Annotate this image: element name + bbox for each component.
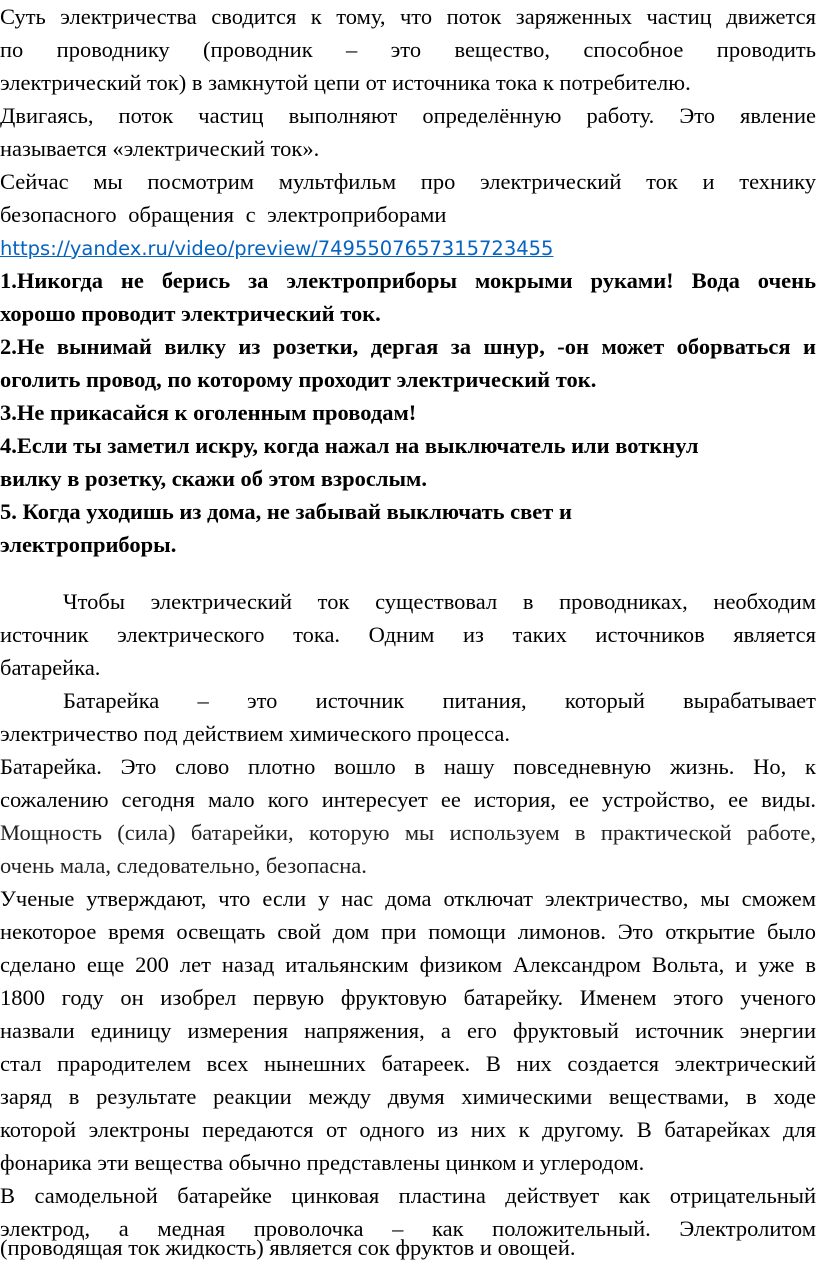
paragraph-line: Суть электричества сводится к тому, что поток заряженных частиц движется — [0, 4, 816, 29]
paragraph-line: заряд в результате реакции между двумя химическими веществами, в ходе — [0, 1084, 816, 1109]
safety-rule-line: электроприборы. — [0, 532, 177, 557]
paragraph-line: сделано еще 200 лет назад итальянским физиком Александром Вольта, и уже в — [0, 952, 816, 977]
safety-rule-line: 5. Когда уходишь из дома, не забывай выключать свет и — [0, 499, 572, 524]
paragraph-line: Чтобы электрический ток существовал в проводниках, необходим — [63, 589, 816, 614]
paragraph-line: электрический ток) в замкнутой цепи от источника тока к потребителю. — [0, 70, 691, 95]
paragraph-line: Двигаясь, поток частиц выполняют определённую работу. Это явление — [0, 103, 816, 128]
paragraph-line: Сейчас мы посмотрим мультфильм про электрический ток и технику — [0, 169, 816, 194]
paragraph-line: сожалению сегодня мало кого интересует ее история, ее устройство, ее виды. — [0, 787, 816, 812]
safety-rule-line: 4.Если ты заметил искру, когда нажал на выключатель или воткнул — [0, 433, 699, 458]
paragraph-line: по проводнику (проводник – это вещество, способное проводить — [0, 37, 816, 62]
paragraph-line: электрод, а медная проволочка – как положительный. Электролитом — [0, 1216, 816, 1241]
paragraph-line: назвали единицу измерения напряжения, а его фруктовый источник энергии — [0, 1018, 816, 1043]
safety-rule-line: 1.Никогда не берись за электроприборы мокрыми руками! Вода очень — [0, 268, 816, 293]
safety-rule-line: вилку в розетку, скажи об этом взрослым. — [0, 466, 427, 491]
paragraph-line: называется «электрический ток». — [0, 136, 320, 161]
safety-rule-line: 3.Не прикасайся к оголенным проводам! — [0, 400, 417, 425]
safety-rule-line: оголить провод, по которому проходит электрический ток. — [0, 367, 597, 392]
paragraph-line: батарейка. — [0, 655, 101, 680]
paragraph-line: Ученые утверждают, что если у нас дома отключат электричество, мы сможем — [0, 886, 816, 911]
paragraph-line: некоторое время освещать свой дом при помощи лимонов. Это открытие было — [0, 919, 816, 944]
paragraph-line: (проводящая ток жидкость) является сок фруктов и овощей. — [0, 1235, 576, 1260]
paragraph-line: В самодельной батарейке цинковая пластина действует как отрицательный — [0, 1183, 816, 1208]
paragraph-line: стал прародителем всех нынешних батареек. В них создается электрический — [0, 1051, 816, 1076]
paragraph-line: очень мала, следовательно, безопасна. — [0, 853, 367, 878]
video-link-line — [0, 231, 816, 264]
paragraph-line: Батарейка – это источник питания, который вырабатывает — [63, 688, 816, 713]
paragraph-line: Батарейка. Это слово плотно вошло в нашу повседневную жизнь. Но, к — [0, 754, 816, 779]
paragraph-line: источник электрического тока. Одним из таких источников является — [0, 622, 816, 647]
paragraph-line: Мощность (сила) батарейки, которую мы используем в практической работе, — [0, 820, 816, 845]
paragraph-line: 1800 году он изобрел первую фруктовую батарейку. Именем этого ученого — [0, 985, 816, 1010]
paragraph-line: которой электроны передаются от одного из них к другому. В батарейках для — [0, 1117, 816, 1142]
video-link[interactable]: https://yandex.ru/video/preview/7495507657315723455 — [0, 237, 554, 260]
safety-rule-line: хорошо проводит электрический ток. — [0, 301, 381, 326]
paragraph-line: электричество под действием химического процесса. — [0, 721, 511, 746]
safety-rule-line: 2.Не вынимай вилку из розетки, дергая за шнур, -он может оборваться и — [0, 334, 816, 359]
paragraph-line: безопасного обращения с электроприборами — [0, 202, 447, 227]
paragraph-line: фонарика эти вещества обычно представлены цинком и углеродом. — [0, 1150, 645, 1175]
